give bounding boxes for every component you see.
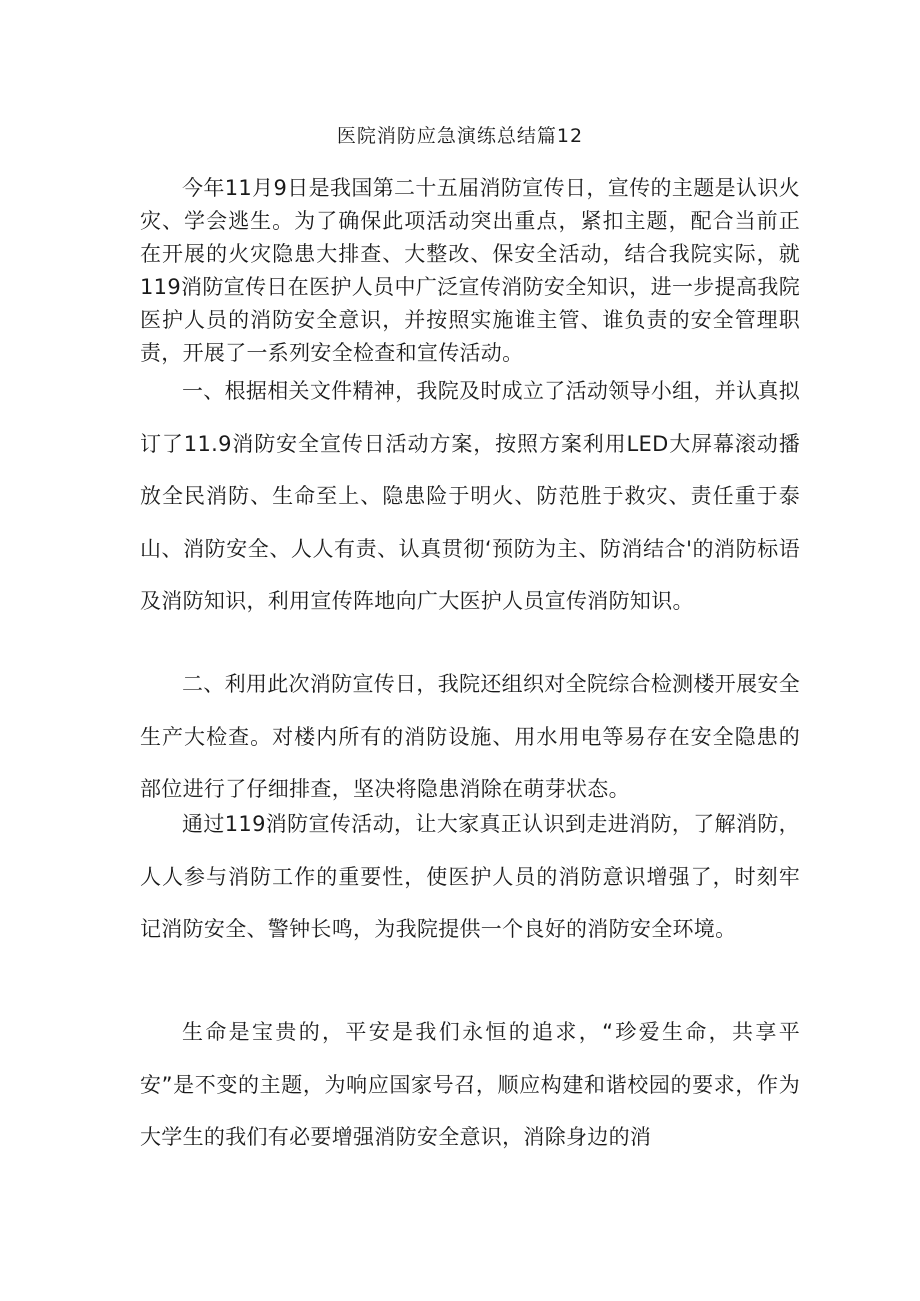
paragraph-section-two: 二、利用此次消防宣传日，我院还组织对全院综合检测楼开展安全生产大检查。对楼内所有的消防设施、用水用电等易存在安全隐患的部位进行了仔细排查，坚决将隐患消除在萌芽状态。 xyxy=(140,672,800,801)
paragraph-section-one: 一、根据相关文件精神，我院及时成立了活动领导小组，并认真拟订了11.9消防安全宣传日活动方案，按照方案利用LED大屏幕滚动播放全民消防、生命至上、隐患险于明火、防范胜于救灾、责任重于泰山、消防安全、人人有责、认真贯彻‘预防为主、防消结合'的消防标语及消防知识，利用宣传阵地向广大医护人员宣传消防知识。 xyxy=(140,379,800,613)
paragraph-conclusion: 通过119消防宣传活动，让大家真正认识到走进消防，了解消防，人人参与消防工作的重要性，使医护人员的消防意识增强了，时刻牢记消防安全、警钟长鸣，为我院提供一个良好的消防安全环境。 xyxy=(140,812,800,941)
paragraph-next-article: 生命是宝贵的，平安是我们永恒的追求，“珍爱生命，共享平安”是不变的主题，为响应国家号召，顺应构建和谐校园的要求，作为大学生的我们有必要增强消防安全意识，消除身边的消 xyxy=(140,1020,800,1149)
document-title: 医院消防应急演练总结篇12 xyxy=(336,125,584,147)
paragraph-intro: 今年11月9日是我国第二十五届消防宣传日，宣传的主题是认识火灾、学会逃生。为了确保此项活动突出重点，紧扣主题，配合当前正在开展的火灾隐患大排查、大整改、保安全活动，结合我院实际，就119消防宣传日在医护人员中广泛宣传消防安全知识，进一步提高我院医护人员的消防安全意识，并按照实施谁主管、谁负责的安全管理职责，开展了一系列安全检查和宣传活动。 xyxy=(140,176,800,365)
